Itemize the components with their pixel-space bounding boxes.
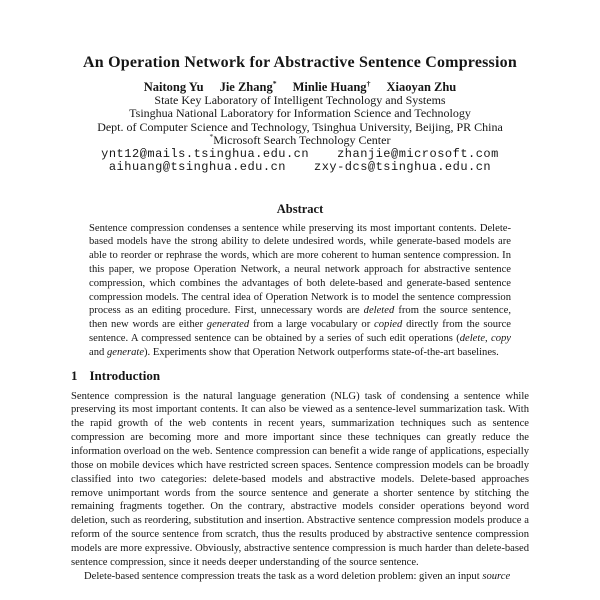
email-address: zxy-dcs@tsinghua.edu.cn bbox=[314, 160, 492, 175]
abstract-heading: Abstract bbox=[276, 201, 324, 216]
author-1 bbox=[144, 80, 204, 94]
author-line bbox=[71, 80, 529, 94]
affiliation-block bbox=[71, 94, 529, 148]
paper-title: An Operation Network for Abstractive Sentence Compression bbox=[83, 54, 517, 71]
introduction-paragraph-1: Sentence compression is the natural language generation (NLG) task of condensing a sentence while preserving its most important contents. It can also be viewed as a sentence-level summarization task. With the rapid growth of the web contents in recent years, summarization techniques such as sentence compression are becoming more and more important since these techniques can greatly reduce the information overload on the web. Sentence compression can benefit a wide range of applications, especially those on mobile devices which have restricted screen spaces. Sentence compression models can be broadly classified into two categories: delete-based models and abstractive models. Delete-based approaches remove unimportant words from the source sentence and generate a shorter sentence by stitching the remaining fragments together. On the contrary, abstractive models consider operations beyond word deletion, such as reordering, substitution and insertion. Abstractive sentence compression models produce a reform of the source sentence from scratch, thus the results produced by abstractive sentence compression models are more expressive. Obviously, abstractive sentence compression is much harder than delete-based sentence compression, since it needs deeper understanding of the source sentence. bbox=[71, 390, 529, 568]
affiliation-note-superscript: * bbox=[209, 132, 214, 142]
email-address: aihuang@tsinghua.edu.cn bbox=[108, 160, 286, 175]
author-1-name: Naitong Yu bbox=[143, 80, 204, 94]
author-3-superscript: † bbox=[366, 78, 371, 88]
section-number: 1 bbox=[71, 367, 78, 383]
author-2-superscript: * bbox=[272, 78, 277, 88]
affiliation-note-text: Microsoft Search Technology Center bbox=[213, 133, 391, 148]
email-address: zhanjie@microsoft.com bbox=[337, 146, 499, 161]
author-2-name: Jie Zhang bbox=[219, 80, 273, 94]
affiliation-line-1: State Key Laboratory of Intelligent Technology and Systems bbox=[154, 93, 446, 107]
email-row-2 bbox=[71, 161, 529, 175]
author-2 bbox=[220, 80, 277, 94]
email-address: ynt12@mails.tsinghua.edu.cn bbox=[101, 146, 310, 161]
email-block bbox=[71, 148, 529, 175]
introduction-paragraph-2: Delete-based sentence compression treats the task as a word deletion problem: given an input source bbox=[84, 570, 511, 582]
section-title: Introduction bbox=[89, 367, 161, 383]
author-4-name: Xiaoyan Zhu bbox=[386, 80, 457, 94]
affiliation-line-3: Dept. of Computer Science and Technology, Tsinghua University, Beijing, PR China bbox=[97, 119, 503, 134]
author-3 bbox=[293, 80, 371, 94]
email-row-1 bbox=[71, 148, 529, 162]
author-4 bbox=[386, 80, 456, 94]
affiliation-line-2: Tsinghua National Laboratory for Information Science and Technology bbox=[129, 106, 471, 121]
section-heading-introduction bbox=[71, 368, 529, 383]
affiliation-note bbox=[71, 134, 529, 147]
abstract-paragraph: Sentence compression condenses a sentence while preserving its most important contents. Delete-based models have the strong ability to delete undesired words, while generate-based models are able to reorder or rephrase the words, which are more coherent to human sentence compression. In this paper, we propose Operation Network, a neural network approach for abstractive sentence compression, which combines the advantages of both delete-based and generate-based sentence compression models. The central idea of Operation Network is to model the sentence compression process as an editing procedure. First, unnecessary words are deleted from the source sentence, then new words are either generated from a large vocabulary or copied directly from the source sentence. A compressed sentence can be obtained by a series of such edit operations (delete, copy and generate). Experiments show that Operation Network outperforms state-of-the-art baselines. bbox=[89, 222, 511, 358]
author-3-name: Minlie Huang bbox=[292, 80, 367, 94]
